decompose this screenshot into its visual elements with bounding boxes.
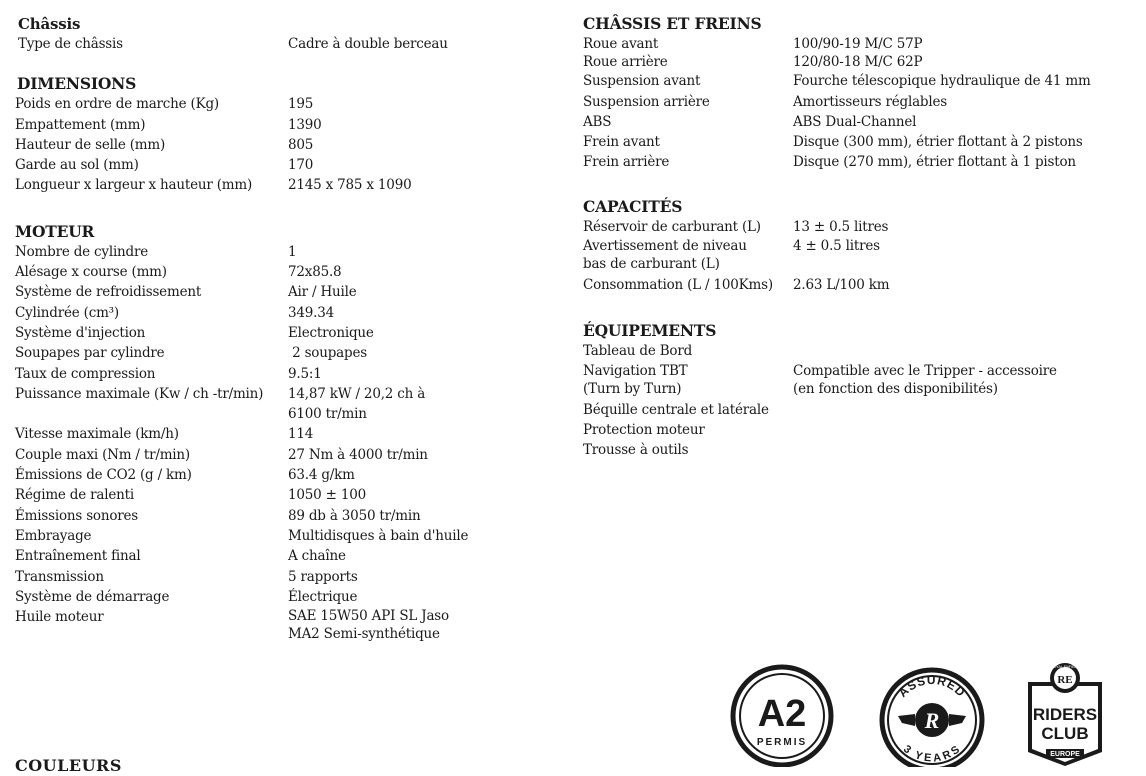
spec-value: 2.63 L/100 km bbox=[793, 277, 890, 294]
spec-row bbox=[15, 242, 555, 262]
spec-label: Garde au sol (mm) bbox=[15, 157, 139, 174]
spec-label bbox=[583, 237, 793, 273]
spec-label: Alésage x course (mm) bbox=[15, 264, 167, 281]
spec-value: 100/90-19 M/C 57P bbox=[793, 36, 923, 52]
spec-value: Air / Huile bbox=[288, 284, 357, 301]
spec-value: 13 ± 0.5 litres bbox=[793, 218, 889, 235]
left-column bbox=[15, 14, 555, 663]
spec-value: 805 bbox=[288, 136, 314, 153]
spec-value: 349.34 bbox=[288, 304, 335, 321]
spec-row bbox=[15, 384, 555, 425]
section-title-dimensions: DIMENSIONS bbox=[17, 74, 137, 94]
spec-value-line: SAE 15W50 API SL Jaso bbox=[288, 608, 449, 625]
spec-value: Cadre à double berceau bbox=[288, 36, 448, 52]
spec-value-line: 14,87 kW / 20,2 ch à bbox=[288, 385, 426, 402]
spec-value: Fourche télescopique hydraulique de 41 mm bbox=[793, 73, 1091, 90]
riders-club-region: EUROPE bbox=[1050, 751, 1080, 758]
spec-label: Vitesse maximale (km/h) bbox=[15, 426, 179, 443]
spec-row bbox=[583, 400, 1143, 420]
spec-value bbox=[793, 362, 1057, 398]
riders-club-badge bbox=[1022, 660, 1108, 767]
spec-label: Émissions de CO2 (g / km) bbox=[15, 467, 192, 484]
spec-label: Embrayage bbox=[15, 527, 92, 544]
spec-label: Système de refroidissement bbox=[15, 284, 202, 301]
section-moteur bbox=[15, 222, 555, 643]
spec-label: Trousse à outils bbox=[583, 442, 689, 459]
spec-label: Système de démarrage bbox=[15, 588, 170, 605]
spec-row bbox=[15, 364, 555, 384]
spec-value: A chaîne bbox=[288, 548, 346, 565]
spec-label: Régime de ralenti bbox=[15, 487, 134, 504]
spec-label: Roue arrière bbox=[583, 54, 668, 71]
spec-value: 89 db à 3050 tr/min bbox=[288, 507, 421, 524]
spec-row bbox=[15, 506, 555, 526]
spec-value: ABS Dual-Channel bbox=[793, 113, 917, 130]
spec-row bbox=[583, 132, 1143, 152]
spec-label: Frein arrière bbox=[583, 154, 670, 171]
spec-row bbox=[15, 587, 555, 607]
spec-value: Disque (270 mm), étrier flottant à 1 piston bbox=[793, 154, 1076, 171]
spec-label: Transmission bbox=[15, 568, 104, 585]
a2-badge-title: A2 bbox=[757, 693, 807, 735]
spec-value-line: Compatible avec le Tripper - accessoire bbox=[793, 362, 1057, 379]
spec-label: Consommation (L / 100Kms) bbox=[583, 277, 773, 294]
spec-row bbox=[583, 71, 1143, 91]
spec-row bbox=[15, 546, 555, 566]
spec-label: Nombre de cylindre bbox=[15, 243, 149, 260]
riders-club-mark: RE bbox=[1057, 674, 1073, 686]
spec-label-line: bas de carburant (L) bbox=[583, 256, 720, 273]
spec-value: Electronique bbox=[288, 324, 374, 341]
spec-label: Taux de compression bbox=[15, 365, 156, 382]
spec-row bbox=[15, 262, 555, 282]
a2-permis-badge bbox=[730, 660, 834, 767]
spec-label: Béquille centrale et latérale bbox=[583, 401, 769, 418]
spec-row bbox=[15, 94, 555, 114]
spec-row bbox=[583, 362, 1143, 398]
spec-label: Soupapes par cylindre bbox=[15, 345, 165, 362]
spec-row bbox=[583, 152, 1143, 172]
spec-row bbox=[583, 237, 1143, 273]
spec-row bbox=[15, 526, 555, 546]
spec-value: 4 ± 0.5 litres bbox=[793, 238, 880, 255]
spec-row bbox=[583, 112, 1143, 132]
section-title-couleurs: COULEURS bbox=[15, 756, 122, 775]
spec-row bbox=[15, 343, 555, 363]
spec-row bbox=[15, 323, 555, 343]
spec-value: 1 bbox=[288, 243, 297, 260]
spec-value: 27 Nm à 4000 tr/min bbox=[288, 446, 428, 463]
spec-value: 72x85.8 bbox=[288, 264, 342, 281]
spec-value-line: (en fonction des disponibilités) bbox=[793, 380, 998, 397]
right-column bbox=[583, 14, 1143, 481]
spec-label: ABS bbox=[583, 113, 612, 130]
badges bbox=[730, 660, 1146, 767]
spec-row bbox=[583, 440, 1143, 460]
spec-row bbox=[15, 155, 555, 175]
spec-value: 1050 ± 100 bbox=[288, 487, 367, 504]
spec-label: Poids en ordre de marche (Kg) bbox=[15, 96, 219, 113]
spec-value: 5 rapports bbox=[288, 568, 358, 585]
spec-label: Système d'injection bbox=[15, 324, 146, 341]
spec-label: Suspension arrière bbox=[583, 93, 710, 110]
spec-label: Tableau de Bord bbox=[583, 343, 693, 360]
section-chassis bbox=[15, 14, 555, 54]
spec-value: 1390 bbox=[288, 116, 322, 133]
section-chassis-freins bbox=[583, 14, 1143, 173]
spec-value: Disque (300 mm), étrier flottant à 2 pistons bbox=[793, 134, 1083, 151]
riders-club-ring-text: ROYAL ENFIELD bbox=[1051, 665, 1079, 669]
spec-label-line: (Turn by Turn) bbox=[583, 380, 682, 397]
spec-label: Protection moteur bbox=[583, 421, 705, 438]
spec-value: 63.4 g/km bbox=[288, 467, 355, 484]
spec-label: Empattement (mm) bbox=[15, 116, 146, 133]
spec-label: Hauteur de selle (mm) bbox=[15, 136, 166, 153]
spec-value: Amortisseurs réglables bbox=[793, 93, 948, 110]
assured-badge-bottom-text: 3 YEARS bbox=[901, 743, 963, 765]
spec-row bbox=[15, 485, 555, 505]
spec-label: Puissance maximale (Kw / ch -tr/min) bbox=[15, 385, 264, 402]
spec-value-line: 6100 tr/min bbox=[288, 406, 367, 423]
spec-row bbox=[18, 34, 555, 54]
spec-row bbox=[583, 54, 1143, 71]
spec-row bbox=[583, 34, 1143, 54]
spec-label-line: Avertissement de niveau bbox=[583, 238, 747, 255]
section-equipements bbox=[583, 321, 1143, 460]
spec-label: Frein avant bbox=[583, 134, 660, 151]
spec-row bbox=[15, 282, 555, 302]
spec-label bbox=[583, 362, 793, 398]
section-capacites bbox=[583, 197, 1143, 296]
spec-label: Suspension avant bbox=[583, 73, 701, 90]
section-title-capacites: CAPACITÉS bbox=[583, 196, 683, 216]
spec-label: Réservoir de carburant (L) bbox=[583, 218, 761, 235]
section-title-equipements: ÉQUIPEMENTS bbox=[583, 321, 717, 341]
assured-warranty-badge bbox=[878, 660, 986, 767]
spec-label: Entraînement final bbox=[15, 548, 141, 565]
spec-value: Multidisques à bain d'huile bbox=[288, 527, 469, 544]
spec-value: 195 bbox=[288, 96, 314, 113]
spec-value bbox=[288, 607, 449, 643]
spec-label: Émissions sonores bbox=[15, 507, 139, 524]
spec-row bbox=[15, 303, 555, 323]
spec-label: Couple maxi (Nm / tr/min) bbox=[15, 446, 190, 463]
spec-row bbox=[15, 424, 555, 444]
spec-label: Type de châssis bbox=[18, 36, 123, 52]
section-dimensions bbox=[15, 74, 555, 195]
spec-row bbox=[583, 217, 1143, 237]
spec-row bbox=[583, 420, 1143, 440]
section-title-moteur: MOTEUR bbox=[15, 221, 95, 241]
spec-value: 9.5:1 bbox=[288, 365, 322, 382]
spec-value: 2145 x 785 x 1090 bbox=[288, 177, 412, 194]
assured-badge-mark: R bbox=[924, 708, 940, 733]
spec-value-line: MA2 Semi-synthétique bbox=[288, 626, 440, 643]
spec-value: 114 bbox=[288, 426, 314, 443]
spec-row bbox=[583, 92, 1143, 112]
spec-value: 120/80-18 M/C 62P bbox=[793, 54, 923, 71]
spec-value: 170 bbox=[288, 157, 314, 174]
spec-row bbox=[15, 465, 555, 485]
spec-row bbox=[583, 341, 1143, 361]
spec-value: 2 soupapes bbox=[288, 345, 367, 362]
spec-row bbox=[15, 567, 555, 587]
spec-label: Huile moteur bbox=[15, 609, 104, 626]
spec-value: Électrique bbox=[288, 588, 358, 605]
spec-row bbox=[15, 607, 555, 643]
spec-row bbox=[583, 275, 1143, 295]
section-title-chassis: Châssis bbox=[18, 15, 81, 33]
riders-club-line2: CLUB bbox=[1041, 724, 1089, 743]
spec-label: Roue avant bbox=[583, 36, 659, 52]
spec-row bbox=[15, 115, 555, 135]
spec-row bbox=[15, 135, 555, 155]
assured-badge-top-text: ASSURED bbox=[895, 672, 969, 700]
riders-club-line1: RIDERS bbox=[1032, 705, 1098, 724]
spec-value bbox=[288, 384, 425, 425]
spec-label-line: Navigation TBT bbox=[583, 362, 688, 379]
section-title-chassis-freins: CHÂSSIS ET FREINS bbox=[583, 14, 762, 33]
spec-label: Longueur x largeur x hauteur (mm) bbox=[15, 177, 253, 194]
a2-badge-subtitle: PERMIS bbox=[756, 737, 808, 748]
spec-label: Cylindrée (cm³) bbox=[15, 304, 119, 321]
spec-row bbox=[15, 175, 555, 195]
spec-row bbox=[15, 445, 555, 465]
